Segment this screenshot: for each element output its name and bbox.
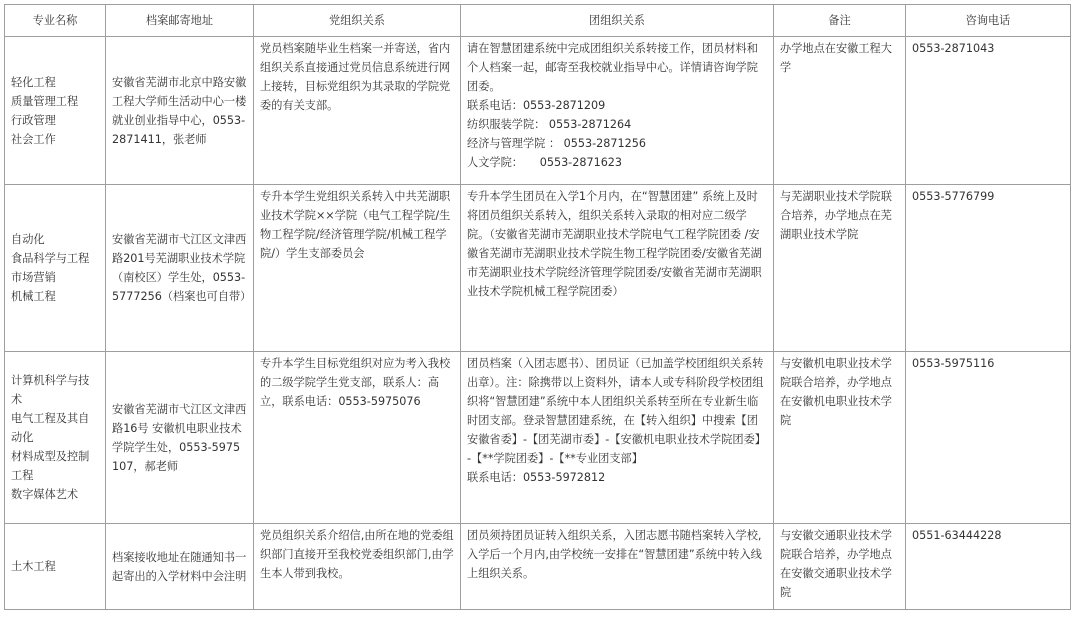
header-major: 专业名称 — [5, 5, 106, 37]
league-text: 人文学院： 0553-2871623 — [467, 156, 623, 169]
league-text: 请在智慧团建系统中完成团组织关系转接工作，团员材料和个人档案一起，邮寄至我校就业指导中心。详情请咨询学院团委。 — [467, 42, 758, 93]
note-cell: 与芜湖职业技术学院联合培养，办学地点在芜湖职业技术学院 — [774, 185, 906, 352]
header-league-relation: 团组织关系 — [461, 5, 774, 37]
major-cell — [5, 37, 106, 185]
major-name: 自动化 — [11, 233, 45, 246]
party-cell: 专升本学生目标党组织对应为考入我校的二级学院学生党支部，联系人：高立，联系电话：0553-5975076 — [254, 352, 461, 524]
header-archive-address: 档案邮寄地址 — [106, 5, 254, 37]
league-text: 联系电话：0553-2871209 — [467, 99, 606, 112]
major-name: 计算机科学与技术 — [11, 374, 90, 406]
league-cell — [461, 185, 774, 352]
note-cell: 与安徽机电职业技术学院联合培养，办学地点在安徽机电职业技术学院 — [774, 352, 906, 524]
party-cell: 党员组织关系介绍信,由所在地的党委组织部门直接开至我校党委组织部门,由学生本人带到我校。 — [254, 524, 461, 610]
major-name: 数字媒体艺术 — [11, 488, 79, 501]
transfer-info-table — [4, 4, 1071, 610]
table-row — [5, 352, 1071, 524]
major-cell — [5, 185, 106, 352]
phone-cell: 0551-63444228 — [906, 524, 1071, 610]
major-cell — [5, 524, 106, 610]
league-cell — [461, 352, 774, 524]
header-phone: 咨询电话 — [906, 5, 1071, 37]
major-name: 电气工程及其自动化 — [11, 412, 90, 444]
league-text: 联系电话：0553-5972812 — [467, 471, 606, 484]
league-text: 团员须持团员证转入组织关系，入团志愿书随档案转入学校,入学后一个月内,由学校统一安排在“智慧团建”系统中转入线上组织关系。 — [467, 529, 762, 580]
phone-cell: 0553-5975116 — [906, 352, 1071, 524]
league-text: 专升本学生团员在入学1个月内，在“智慧团建” 系统上及时将团员组织关系转入，组织关系转入录取的相对应二级学院。（安徽省芜湖市芜湖职业技术学院电气工程学院团委 /安徽省芜湖市芜湖职业技术学院生物工程学院团委/安徽省芜湖市芜湖职业技术学院经济管理学院团委/安徽省芜湖市芜湖职业技术学院机械工程学院团委） — [467, 190, 762, 298]
party-cell: 党员档案随毕业生档案一并寄送，省内组织关系直接通过党员信息系统进行网上接转，目标党组织为其录取的学院党委的有关支部。 — [254, 37, 461, 185]
note-cell: 与安徽交通职业技术学院联合培养，办学地点在安徽交通职业技术学院 — [774, 524, 906, 610]
table-row — [5, 524, 1071, 610]
major-name: 行政管理 — [11, 113, 56, 127]
phone-cell: 0553-2871043 — [906, 37, 1071, 185]
note-cell: 办学地点在安徽工程大学 — [774, 37, 906, 185]
league-text: 经济与管理学院 ： 0553-2871256 — [467, 137, 646, 150]
address-cell: 安徽省芜湖市北京中路安徽工程大学师生活动中心一楼就业创业指导中心，0553-2871411，张老师 — [106, 37, 254, 185]
address-cell: 安徽省芜湖市弋江区文津西路201号芜湖职业技术学院（南校区）学生处，0553-5777256（档案也可自带） — [106, 185, 254, 352]
league-cell — [461, 524, 774, 610]
major-name: 土木工程 — [11, 560, 56, 573]
header-note: 备注 — [774, 5, 906, 37]
address-cell: 安徽省芜湖市弋江区文津西路16号 安徽机电职业技术学院学生处，0553-5975107，郝老师 — [106, 352, 254, 524]
header-party-relation: 党组织关系 — [254, 5, 461, 37]
major-name: 食品科学与工程 — [11, 252, 90, 265]
league-text: 团员档案（入团志愿书）、团员证（已加盖学校团组织关系转出章）。注：除携带以上资料外，请本人或专科阶段学校团组织将“智慧团建”系统中本人团组织关系转至所在专业新生临时团支部。登录智慧团建系统，在【转入组织】中搜索【团安徽省委】-【团芜湖市委】-【安徽机电职业技术学院团委】-【**学院团委】-【**专业团支部】 — [467, 357, 766, 465]
phone-cell: 0553-5776799 — [906, 185, 1071, 352]
major-name: 市场营销 — [11, 271, 56, 284]
league-text: 纺织服装学院： 0553-2871264 — [467, 118, 632, 131]
address-cell: 档案接收地址在随通知书一起寄出的入学材料中会注明 — [106, 524, 254, 610]
major-name: 机械工程 — [11, 290, 56, 303]
major-name: 质量管理工程 — [11, 94, 79, 108]
major-name: 轻化工程 — [11, 75, 56, 89]
header-row — [5, 5, 1071, 37]
major-name: 社会工作 — [11, 132, 56, 146]
major-name: 材料成型及控制工程 — [11, 450, 90, 482]
major-cell — [5, 352, 106, 524]
table-row — [5, 37, 1071, 185]
party-cell: 专升本学生党组织关系转入中共芜湖职业技术学院××学院（电气工程学院/生物工程学院/经济管理学院/机械工程学院/）学生支部委员会 — [254, 185, 461, 352]
league-cell — [461, 37, 774, 185]
table-row — [5, 185, 1071, 352]
